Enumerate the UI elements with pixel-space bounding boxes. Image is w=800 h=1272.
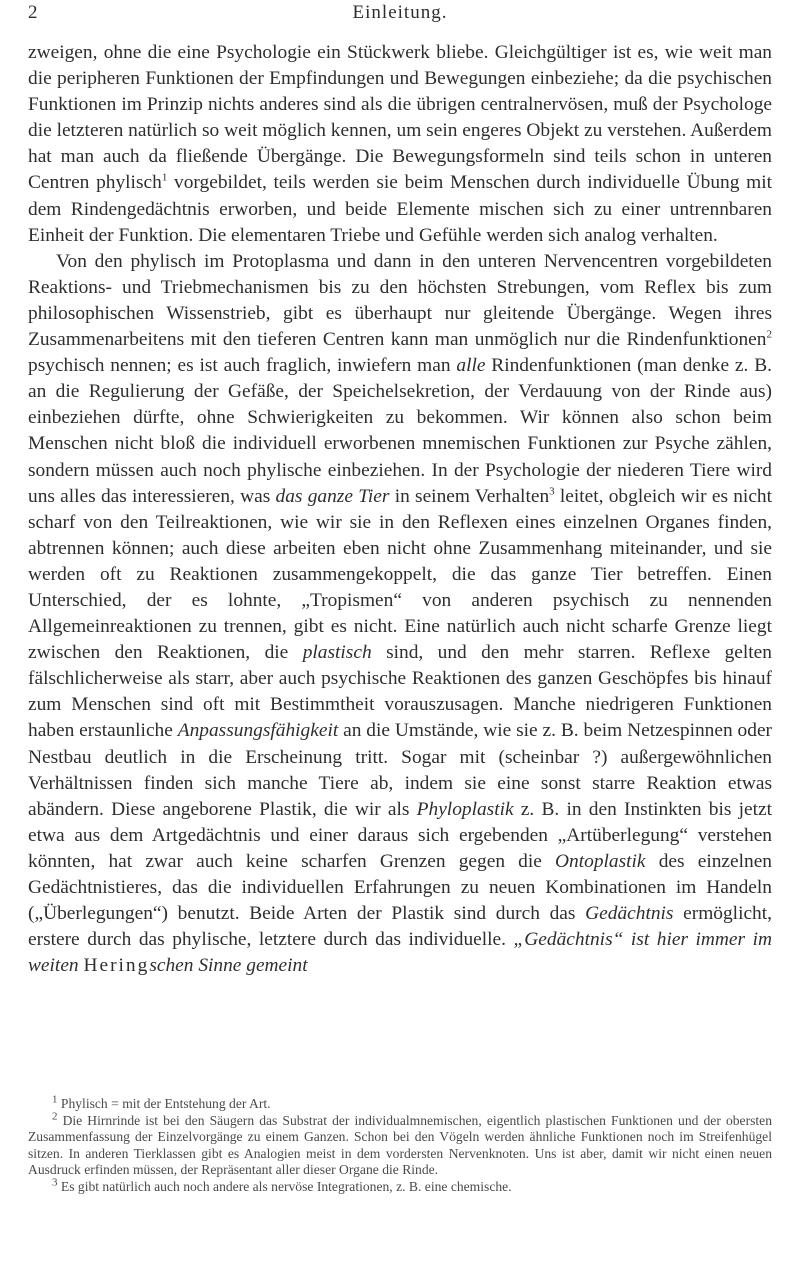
page-header xyxy=(28,0,772,28)
text-run: an die Umstände, wie sie z. B. beim Netzespinnen oder Nestbau deutlich in die Erscheinung tritt. Sogar mit (scheinbar ?) außergewöhnlichen Verhältnissen finden sich manche Tiere ab, indem sie eine sonst starre Reaktion etwas abändern. Diese angeborene Plastik, die wir als xyxy=(28,720,773,820)
text-run: Phylisch = mit der Entstehung der Art. xyxy=(57,1096,271,1111)
footnote xyxy=(28,1093,772,1113)
text-run: Es gibt natürlich auch noch andere als nervöse Integrationen, z. B. eine chemische. xyxy=(57,1178,512,1194)
emphasis: Phyloplastik xyxy=(416,798,514,820)
emphasis: „Gedächtnis“ ist hier immer im weiten xyxy=(28,929,772,977)
page-number: 2 xyxy=(28,2,38,23)
text-run: z. B. in den Instinkten bis jetzt etwa aus dem Artgedächtnis und einer daraus sich ergebenden „Artüberlegung“ verstehen könnten, hat zwar auch keine scharfen Grenzen gegen die xyxy=(28,798,772,872)
emphasis: schen Sinne gemeint xyxy=(149,955,308,977)
text-run: sind, und den mehr starren. Reflexe gelten fälschlicherweise als starr, aber auch psychische Reaktionen des ganzen Geschöpfes bis hinauf zum Menschen sind oft mit Bestimmtheit vorauszusagen. Manche niedrigeren Funktionen haben erstaunliche xyxy=(28,642,772,742)
text-run: Rindenfunktionen (man denke z. B. an die Regulierung der Gefäße, der Speichelsekretion, der Verdauung von der Rinde aus) einbeziehen dürfte, ohne Schwierigkeiten zu bekommen. Wir können also schon beim Menschen nicht bloß die individuell erworbenen mnemischen Funktionen zur Psyche zählen, sondern müssen auch noch phylische einbeziehen. In der Psychologie der niederen Tiere wird uns alles das interessieren, was xyxy=(28,355,772,507)
footnote-marker: 3 xyxy=(52,1176,58,1189)
footnote-marker: 2 xyxy=(766,328,772,341)
footnote-marker: 1 xyxy=(52,1093,58,1106)
footnote-marker: 2 xyxy=(52,1110,58,1123)
body-text xyxy=(28,40,772,979)
paragraph xyxy=(28,249,772,980)
text-run: des einzelnen Gedächtnistieres, das die individuellen Erfahrungen zu neuen Kombinationen im Handeln („Überlegungen“) benutzt. Beide Arten der Plastik sind durch das xyxy=(28,850,772,925)
text-run: in seinem Verhalten xyxy=(389,485,550,507)
text-run: Von den phylisch im Protoplasma und dann in den unteren Nervencentren vorgebildeten Reaktions- und Triebmechanismen bis zu den höchsten Strebungen, vom Reflex bis zum philosophischen Wissenstrieb, gibt es überhaupt nur gleitende Übergänge. Wegen ihres Zusammenarbeitens mit den tieferen Centren kann man unmöglich nur die Rindenfunktionen xyxy=(28,250,772,351)
text-run: psychisch nennen; es ist auch fraglich, inwiefern man xyxy=(28,355,457,377)
emphasis: alle xyxy=(456,355,486,377)
emphasis: plastisch xyxy=(302,642,372,664)
text-run: ermöglicht, erstere durch das phylische, letztere durch das individuelle. xyxy=(28,903,772,951)
footnote xyxy=(28,1110,772,1179)
paragraph xyxy=(28,40,772,249)
footnotes xyxy=(28,1093,772,1196)
footnote-marker: 3 xyxy=(549,485,555,498)
text-run: Die Hirnrinde ist bei den Säugern das Substrat der individualmnemischen, eigentlich plastischen Funktionen und der obersten Zusammenfassung der Einzelvorgänge zu einem Ganzen. Schon bei den Vögeln werden ähnliche Funktionen noch im Streifenhügel sitzen. In anderen Tierklassen gibt es Analogien meist in dem vordersten Nervenknoten. Uns ist aber, damit wir nicht einen neuen Ausdruck erfinden müssen, der Repräsentant aller dieser Organe die Rinde. xyxy=(28,1112,772,1178)
footnote-marker: 1 xyxy=(161,172,168,184)
spaced-name: Hering xyxy=(83,955,150,977)
emphasis: Anpassungsfähigkeit xyxy=(177,720,339,742)
text-run: leitet, obgleich wir es nicht scharf von den Teilreaktionen, wie wir sie in den Reflexen eines einzelnen Organes finden, abtrennen können; auch diese arbeiten eben nicht ohne Zusammenhang miteinander, und sie werden oft zu Reaktionen zusammengekoppelt, die das ganze Tier betreffen. Einen Unterschied, der es lohnte, „Tropismen“ von anderen psychisch zu nennenden Allgemeinreaktionen zu trennen, gibt es nicht. Eine natürlich auch nicht scharfe Grenze liegt zwischen den Reaktionen, die xyxy=(28,485,773,664)
text-run: zweigen, ohne die eine Psychologie ein Stückwerk bliebe. Gleichgültiger ist es, wie weit man die peripheren Funktionen der Empfindungen und Bewegungen einbeziehe; da die psychischen Funktionen im Prinzip nichts anderes sind als die übrigen centralnervösen, muß der Psychologe die letzteren natürlich so weit möglich kennen, um sein engeres Objekt zu verstehen. Außerdem hat man auch da fließende Übergänge. Die Bewegungsformeln sind teils schon in unteren Centren phylisch xyxy=(28,42,772,194)
emphasis: Gedächtnis xyxy=(585,903,674,925)
footnote xyxy=(28,1176,772,1196)
running-head: Einleitung. xyxy=(352,2,448,23)
emphasis: Ontoplastik xyxy=(555,850,646,872)
emphasis: das ganze Tier xyxy=(275,485,390,507)
text-run: vorgebildet, teils werden sie beim Menschen durch individuelle Übung mit dem Rindengedächtnis erworben, und beide Elemente mischen sich zu einer untrennbaren Einheit der Funktion. Die elementaren Triebe und Gefühle werden sich analog verhalten. xyxy=(28,172,772,246)
